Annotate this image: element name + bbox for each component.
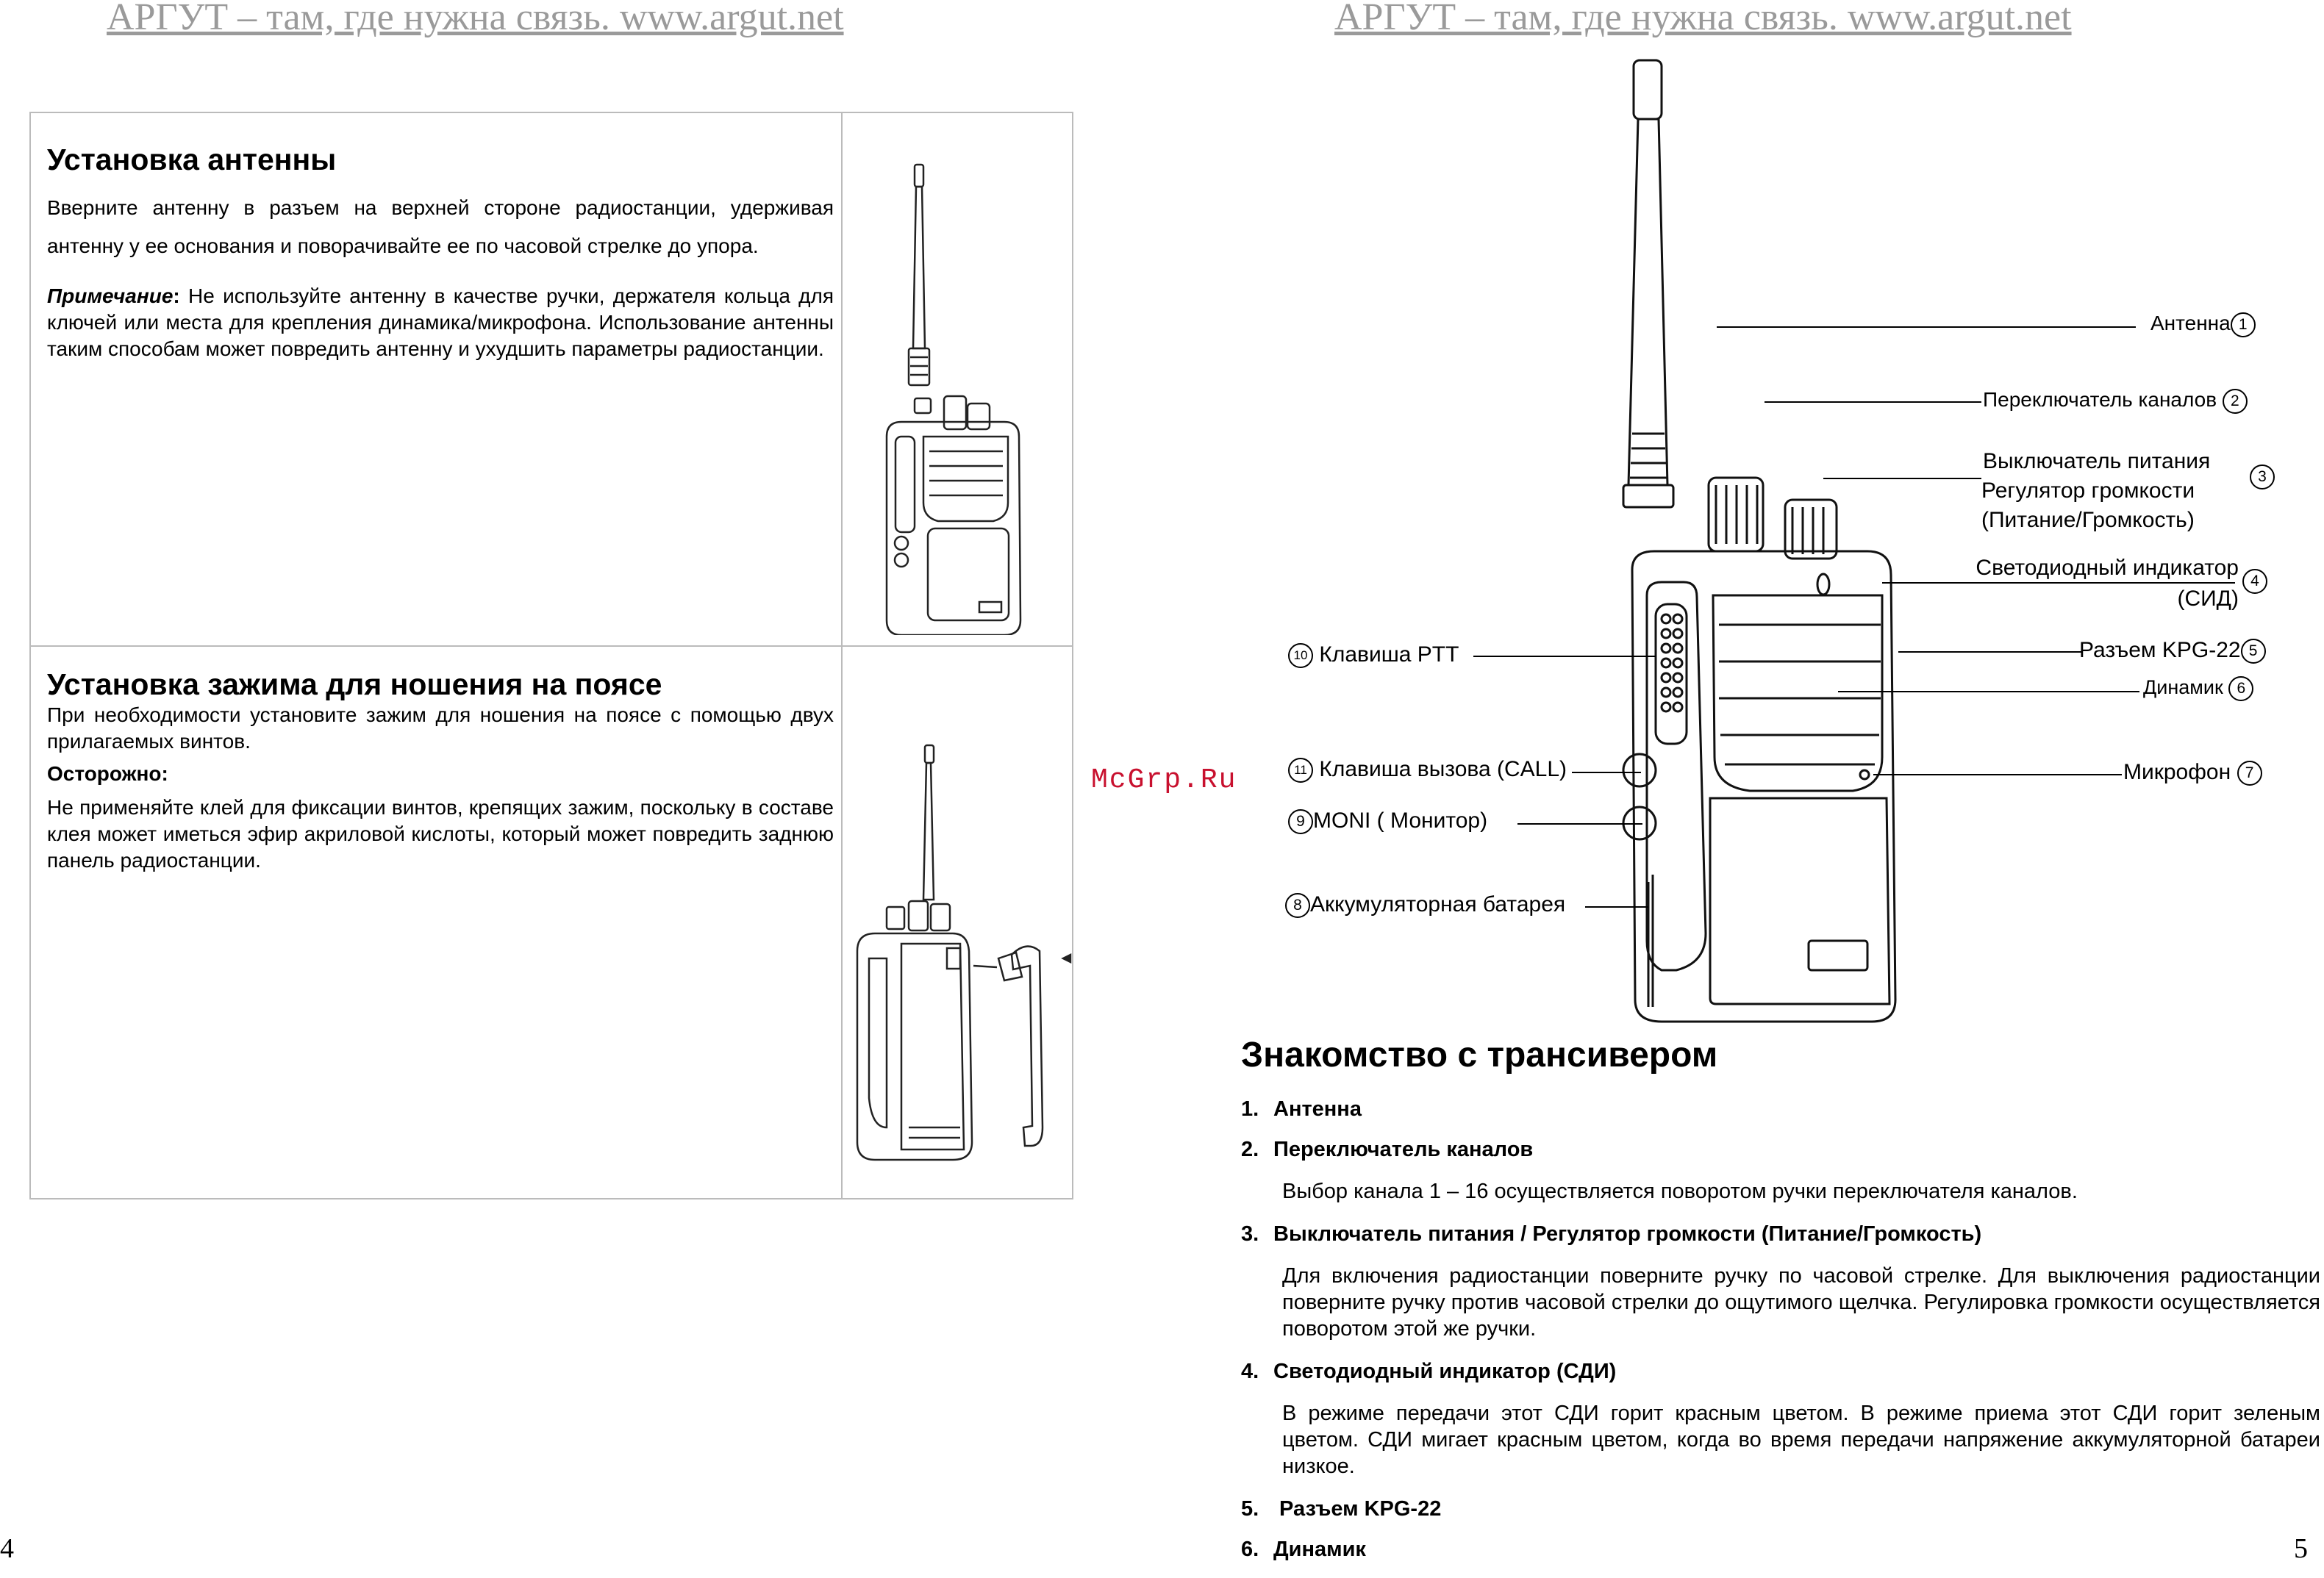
header-left: АРГУТ – там, где нужна связь. www.argut.net [107,0,844,38]
leader-ptt [1473,656,1656,657]
antenna-install-text: Вверните антенну в разъем на верхней стороне радиостанции, удерживая антенну у ее основания и поворачивайте ее по часовой стрелке до упора. [47,196,834,257]
intro-title: Знакомство с трансивером [1241,1036,1718,1075]
antenna-note [47,283,834,362]
clip-install-section [47,667,834,874]
caution-text: Не применяйте клей для фиксации винтов, крепящих зажим, поскольку в составе клея может иметься эфир акриловой кислоты, который может повредить заднюю панель радиостанции. [47,796,834,872]
list-item [1241,1360,2320,1384]
item-title: Переключатель каналов [1273,1138,1534,1161]
callout-5: 5 [2241,639,2266,664]
note-colon: : [173,284,180,307]
callout-7: 7 [2237,761,2262,786]
label-mic-text: Микрофон [2123,760,2231,784]
label-battery-text: Аккумуляторная батарея [1310,892,1566,917]
label-antenna-text: Антенна [2150,312,2231,334]
label-channel-text: Переключатель каналов [1983,388,2217,411]
leader-moni [1517,823,1642,825]
leader-kpg [1898,651,2082,653]
leader-battery [1585,906,1648,908]
transceiver-diagram [1265,51,1926,1036]
note-label: Примечание [47,284,174,307]
item-description: Выбор канала 1 – 16 осуществляется поворотом ручки переключателя каналов. [1282,1180,2078,1203]
clip-install-title: Установка зажима для ношения на поясе [47,667,662,701]
label-kpg-text: Разъем KPG-22 [2079,638,2241,662]
item-description: Для включения радиостанции поверните ручку по часовой стрелке. Для выключения радиостанции поверните ручку против часовой стрелки до ощутимого щелчка. Регулировка громкости осуществляется поворотом этой же ручки. [1282,1264,2320,1341]
leader-call [1572,772,1641,773]
label-power-1: Выключатель питания [1983,449,2211,473]
item-title: Разъем KPG-22 [1273,1497,1442,1521]
page-number-right: 5 [2294,1533,2308,1564]
page-number-left: 4 [0,1533,14,1564]
leader-speaker [1838,691,2139,692]
label-ptt [1288,642,1459,668]
belt-clip-illustration [843,686,1078,1172]
table-row-divider [31,645,1072,647]
label-call-text: Клавиша вызова (CALL) [1319,757,1567,781]
item-description: В режиме передачи этот СДИ горит красным цветом. В режиме приема этот СДИ горит зеленым цветом. СДИ мигает красным цветом, когда во время передачи напряжение аккумуляторной батареи низкое. [1282,1402,2320,1478]
item-number: 1. [1241,1097,1259,1121]
label-power-2: Регулятор громкости [1981,478,2195,503]
item-title: Динамик [1273,1538,1366,1561]
callout-1: 1 [2231,312,2256,337]
callout-9: 9 [1288,809,1313,834]
clip-install-text: При необходимости установите зажим для ношения на поясе с помощью двух прилагаемых винтов. [47,703,834,753]
list-item [1241,1097,2320,1122]
label-led [1956,553,2239,614]
label-speaker [2143,676,2253,701]
label-antenna [2150,312,2256,337]
caution-title: Осторожно: [47,762,168,785]
label-moni [1288,808,1487,834]
instructions-table [29,112,1073,1199]
callout-11: 11 [1288,758,1313,783]
label-led-1: Светодиодный индикатор [1976,556,2239,580]
antenna-install-illustration [857,135,1048,635]
label-moni-text: MONI ( Монитор) [1313,808,1488,833]
label-mic [2123,760,2262,786]
label-channel [1983,388,2248,414]
callout-3: 3 [2250,465,2275,489]
label-kpg [2079,638,2266,664]
item-title: Светодиодный индикатор (СДИ) [1273,1360,1617,1383]
watermark: McGrp.Ru [1091,764,1237,796]
antenna-install-title: Установка антенны [47,143,337,176]
callout-6: 6 [2228,676,2253,701]
item-number: 4. [1241,1360,1259,1383]
leader-power [1823,478,1981,479]
header-right: АРГУТ – там, где нужна связь. www.argut.net [1334,0,2072,38]
antenna-install-section [47,143,834,362]
item-title: Антенна [1273,1097,1362,1121]
leader-antenna [1717,326,2136,328]
label-power [1981,447,2210,535]
item-number: 2. [1241,1138,1259,1161]
label-ptt-text: Клавиша PTT [1319,642,1459,667]
leader-channel [1765,401,1981,403]
item-number: 3. [1241,1222,1259,1246]
label-power-3: (Питание/Громкость) [1981,508,2195,532]
callout-2: 2 [2223,389,2248,414]
note-text: Не используйте антенну в качестве ручки, держателя кольца для ключей или места для крепления динамика/микрофона. Использование антенны таким способам может повредить антенну и ухудшить параметры радиостанции. [47,284,834,360]
list-item [1241,1538,2320,1562]
label-speaker-text: Динамик [2143,676,2223,699]
transceiver-intro [1241,1035,2320,1578]
label-led-2: (СИД) [2177,587,2239,611]
leader-mic [1873,774,2122,775]
label-call [1288,757,1567,783]
list-item [1241,1497,2320,1521]
item-number: 5. [1241,1497,1259,1521]
list-item [1241,1222,2320,1247]
callout-10: 10 [1288,643,1313,668]
item-number: 6. [1241,1538,1259,1561]
label-battery [1285,892,1565,918]
item-title: Выключатель питания / Регулятор громкости (Питание/Громкость) [1273,1222,1982,1246]
list-item [1241,1138,2320,1162]
callout-4: 4 [2242,569,2267,594]
callout-8: 8 [1285,893,1310,918]
